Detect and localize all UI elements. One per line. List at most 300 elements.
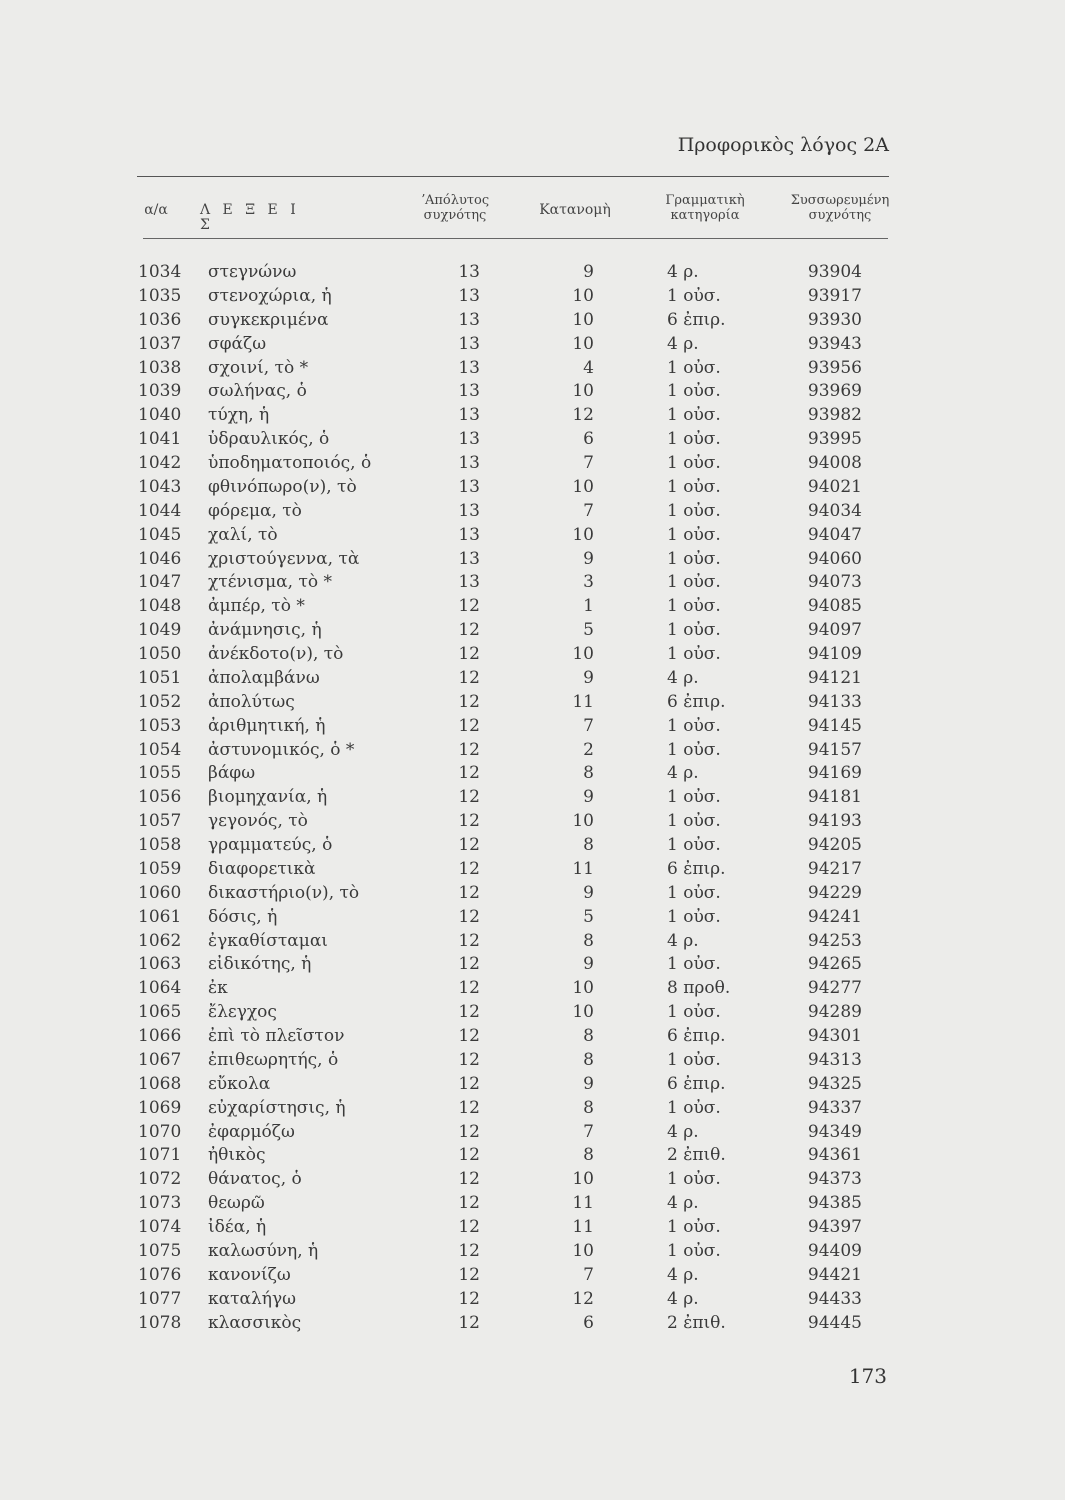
table-row (0, 859, 1065, 883)
row-rank: 10 (572, 978, 594, 999)
row-word: ἔλεγχος (208, 1002, 277, 1023)
column-header-absolute-frequency (400, 193, 510, 223)
row-absolute-frequency: 13 (458, 357, 480, 378)
row-grammatical-category: 4 ρ. (667, 763, 699, 784)
row-grammatical-category: 1 οὐσ. (667, 548, 721, 569)
row-word: ἐπὶ τὸ πλεῖστον (208, 1026, 345, 1046)
row-rank: 7 (583, 453, 594, 473)
row-grammatical-category: 1 οὐσ. (667, 572, 721, 593)
row-absolute-frequency: 12 (458, 858, 480, 879)
row-grammatical-category: 6 ἐπιρ. (667, 858, 726, 879)
row-word: καλωσύνη, ἡ (208, 1240, 319, 1261)
column-header-line: συχνότης (423, 208, 487, 223)
table-row (0, 405, 1065, 429)
table-row (0, 716, 1065, 740)
column-header-words: Λ Ε Ξ Ε Ι Σ (200, 202, 300, 233)
page-number: 173 (848, 1364, 887, 1388)
row-grammatical-category: 1 οὐσ. (667, 835, 721, 855)
row-index: 1076 (138, 1264, 182, 1285)
table-row (0, 286, 1065, 310)
row-rank: 6 (583, 1312, 594, 1333)
table-row (0, 1002, 1065, 1026)
row-absolute-frequency: 13 (458, 381, 480, 402)
row-grammatical-category: 4 ρ. (667, 262, 699, 282)
column-header-line: ʼΑπόλυτος (420, 193, 490, 208)
table-row (0, 381, 1065, 405)
row-cumulative-frequency: 94008 (807, 453, 862, 473)
row-word: εὔκολα (208, 1073, 271, 1094)
row-absolute-frequency: 12 (458, 1097, 480, 1118)
row-rank: 5 (583, 620, 594, 641)
row-rank: 10 (572, 476, 594, 497)
row-grammatical-category: 1 οὐσ. (667, 1240, 721, 1261)
row-cumulative-frequency: 94421 (807, 1264, 862, 1285)
row-index: 1072 (138, 1169, 182, 1190)
table-row (0, 1313, 1065, 1337)
row-cumulative-frequency: 93995 (807, 429, 862, 450)
row-cumulative-frequency: 93930 (807, 309, 862, 330)
row-grammatical-category: 8 προθ. (667, 978, 731, 999)
row-grammatical-category: 1 οὐσ. (667, 453, 721, 473)
table-row (0, 787, 1065, 811)
row-index: 1059 (138, 858, 182, 879)
row-word: γεγονός, τὸ (208, 811, 308, 832)
row-grammatical-category: 4 ρ. (667, 1288, 699, 1309)
row-rank: 11 (572, 691, 594, 712)
row-cumulative-frequency: 94277 (807, 978, 862, 999)
table-row (0, 429, 1065, 453)
row-index: 1070 (138, 1121, 182, 1142)
row-cumulative-frequency: 94169 (807, 763, 862, 784)
row-word: χριστούγεννα, τὰ (208, 548, 360, 569)
row-cumulative-frequency: 93956 (807, 357, 862, 378)
row-word: θάνατος, ὁ (208, 1169, 302, 1190)
row-absolute-frequency: 12 (458, 1002, 480, 1023)
header-rule-bottom (143, 238, 888, 239)
row-index: 1037 (138, 333, 182, 354)
row-word: γραμματεύς, ὁ (208, 835, 333, 855)
row-cumulative-frequency: 94301 (807, 1026, 862, 1046)
table-row (0, 835, 1065, 859)
row-grammatical-category: 1 οὐσ. (667, 954, 721, 975)
row-cumulative-frequency: 94205 (807, 835, 862, 855)
row-absolute-frequency: 13 (458, 548, 480, 569)
row-absolute-frequency: 13 (458, 262, 480, 282)
table-row (0, 811, 1065, 835)
row-grammatical-category: 1 οὐσ. (667, 596, 721, 617)
row-grammatical-category: 6 ἐπιρ. (667, 309, 726, 330)
row-rank: 9 (583, 787, 594, 808)
row-absolute-frequency: 12 (458, 1169, 480, 1190)
row-rank: 12 (572, 1288, 594, 1309)
table-row (0, 596, 1065, 620)
row-index: 1069 (138, 1097, 182, 1118)
column-header-line: κατηγορία (670, 208, 740, 223)
row-word: φθινόπωρο(ν), τὸ (208, 476, 357, 497)
row-absolute-frequency: 12 (458, 1288, 480, 1309)
row-grammatical-category: 2 ἐπιθ. (667, 1312, 726, 1333)
row-cumulative-frequency: 94133 (807, 691, 862, 712)
row-word: δικαστήριο(ν), τὸ (208, 882, 360, 903)
row-absolute-frequency: 12 (458, 835, 480, 855)
table-row (0, 692, 1065, 716)
column-header-line: συχνότης (808, 208, 872, 223)
table-row (0, 1241, 1065, 1265)
row-word: δόσις, ἡ (208, 906, 278, 927)
row-rank: 7 (583, 1121, 594, 1142)
table-row (0, 1289, 1065, 1313)
row-cumulative-frequency: 93917 (807, 285, 862, 306)
row-word: ἀπολύτως (208, 691, 295, 712)
row-index: 1052 (138, 691, 182, 712)
table-row (0, 1265, 1065, 1289)
row-rank: 10 (572, 1169, 594, 1190)
row-word: βιομηχανία, ἡ (208, 787, 328, 808)
row-rank: 9 (583, 882, 594, 903)
row-grammatical-category: 1 οὐσ. (667, 357, 721, 378)
column-header-line: Συσσωρευμένη (790, 193, 890, 208)
row-absolute-frequency: 12 (458, 954, 480, 975)
row-index: 1054 (138, 739, 182, 760)
row-absolute-frequency: 12 (458, 739, 480, 760)
row-rank: 7 (583, 1264, 594, 1285)
row-index: 1049 (138, 620, 182, 641)
row-grammatical-category: 4 ρ. (667, 1121, 699, 1142)
row-word: διαφορετικὰ (208, 858, 316, 879)
row-word: φόρεμα, τὸ (208, 500, 302, 521)
row-index: 1043 (138, 476, 182, 497)
row-rank: 2 (583, 739, 594, 760)
row-grammatical-category: 1 οὐσ. (667, 620, 721, 641)
row-index: 1047 (138, 572, 182, 593)
row-index: 1078 (138, 1312, 182, 1333)
row-rank: 8 (583, 1049, 594, 1070)
row-absolute-frequency: 12 (458, 1217, 480, 1237)
row-absolute-frequency: 12 (458, 715, 480, 736)
row-word: καταλήγω (208, 1288, 296, 1309)
row-grammatical-category: 1 οὐσ. (667, 882, 721, 903)
row-index: 1063 (138, 954, 182, 975)
row-absolute-frequency: 12 (458, 1193, 480, 1214)
row-grammatical-category: 1 οὐσ. (667, 906, 721, 927)
column-header-cumulative-frequency (780, 193, 900, 223)
table-row (0, 334, 1065, 358)
table-row (0, 763, 1065, 787)
row-index: 1050 (138, 644, 182, 664)
row-grammatical-category: 6 ἐπιρ. (667, 1026, 726, 1046)
row-cumulative-frequency: 94229 (807, 882, 862, 903)
row-rank: 10 (572, 524, 594, 545)
row-grammatical-category: 6 ἐπιρ. (667, 1073, 726, 1094)
table-row (0, 1074, 1065, 1098)
row-word: ἐγκαθίσταμαι (208, 930, 328, 951)
row-rank: 9 (583, 954, 594, 975)
table-row (0, 453, 1065, 477)
row-rank: 9 (583, 262, 594, 282)
row-index: 1077 (138, 1288, 182, 1309)
row-cumulative-frequency: 94361 (807, 1145, 862, 1166)
header-rule-top (137, 176, 889, 177)
table-row (0, 1217, 1065, 1241)
row-word: βάφω (208, 763, 256, 784)
row-cumulative-frequency: 94097 (807, 620, 862, 641)
table-row (0, 1026, 1065, 1050)
row-index: 1068 (138, 1073, 182, 1094)
row-grammatical-category: 1 οὐσ. (667, 787, 721, 808)
row-cumulative-frequency: 94349 (807, 1121, 862, 1142)
row-rank: 10 (572, 1240, 594, 1261)
frequency-table (0, 262, 1065, 1336)
row-rank: 10 (572, 333, 594, 354)
row-grammatical-category: 1 οὐσ. (667, 285, 721, 306)
row-word: εὐχαρίστησις, ἡ (208, 1097, 346, 1118)
row-grammatical-category: 1 οὐσ. (667, 381, 721, 402)
row-cumulative-frequency: 94313 (807, 1049, 862, 1070)
row-word: εἰδικότης, ἡ (208, 954, 312, 975)
row-rank: 10 (572, 285, 594, 306)
row-word: συγκεκριμένα (208, 309, 329, 330)
row-word: ἐκ (208, 978, 228, 999)
row-index: 1039 (138, 381, 182, 402)
row-absolute-frequency: 12 (458, 787, 480, 808)
row-index: 1035 (138, 285, 182, 306)
row-word: σωλήνας, ὁ (208, 381, 307, 402)
column-header-index: α/α (144, 202, 168, 218)
row-index: 1046 (138, 548, 182, 569)
row-absolute-frequency: 12 (458, 1121, 480, 1142)
row-grammatical-category: 1 οὐσ. (667, 644, 721, 664)
row-cumulative-frequency: 93982 (807, 405, 862, 426)
row-word: θεωρῶ (208, 1193, 265, 1214)
row-index: 1041 (138, 429, 182, 450)
row-rank: 8 (583, 835, 594, 855)
row-index: 1060 (138, 882, 182, 903)
table-row (0, 477, 1065, 501)
row-cumulative-frequency: 94145 (807, 715, 862, 736)
row-absolute-frequency: 13 (458, 333, 480, 354)
column-header-line: Γραμματικὴ (665, 193, 745, 208)
row-absolute-frequency: 12 (458, 978, 480, 999)
table-row (0, 1193, 1065, 1217)
table-row (0, 883, 1065, 907)
row-cumulative-frequency: 94047 (807, 524, 862, 545)
row-cumulative-frequency: 94109 (807, 644, 862, 664)
row-grammatical-category: 1 οὐσ. (667, 1217, 721, 1237)
row-index: 1056 (138, 787, 182, 808)
row-absolute-frequency: 12 (458, 1312, 480, 1333)
row-cumulative-frequency: 94265 (807, 954, 862, 975)
row-absolute-frequency: 12 (458, 906, 480, 927)
row-index: 1038 (138, 357, 182, 378)
table-row (0, 978, 1065, 1002)
row-absolute-frequency: 12 (458, 596, 480, 617)
row-grammatical-category: 4 ρ. (667, 930, 699, 951)
row-cumulative-frequency: 94241 (807, 906, 862, 927)
row-index: 1058 (138, 835, 182, 855)
row-index: 1042 (138, 453, 182, 473)
row-grammatical-category: 1 οὐσ. (667, 429, 721, 450)
row-grammatical-category: 1 οὐσ. (667, 1169, 721, 1190)
row-rank: 11 (572, 1217, 594, 1237)
row-rank: 7 (583, 500, 594, 521)
row-index: 1064 (138, 978, 182, 999)
row-index: 1048 (138, 596, 182, 617)
table-row (0, 907, 1065, 931)
row-cumulative-frequency: 94217 (807, 858, 862, 879)
column-header-rank: Κατανομὴ (539, 202, 611, 218)
row-cumulative-frequency: 94121 (807, 667, 862, 688)
row-word: ἀστυνομικός, ὁ * (208, 739, 355, 760)
row-grammatical-category: 4 ρ. (667, 667, 699, 688)
table-row (0, 572, 1065, 596)
row-absolute-frequency: 13 (458, 405, 480, 426)
row-grammatical-category: 1 οὐσ. (667, 500, 721, 521)
row-absolute-frequency: 13 (458, 285, 480, 306)
row-cumulative-frequency: 94325 (807, 1073, 862, 1094)
row-word: κλασσικὸς (208, 1312, 302, 1333)
row-index: 1062 (138, 930, 182, 951)
row-index: 1073 (138, 1193, 182, 1214)
row-absolute-frequency: 12 (458, 644, 480, 664)
row-rank: 8 (583, 763, 594, 784)
row-absolute-frequency: 13 (458, 572, 480, 593)
row-cumulative-frequency: 94337 (807, 1097, 862, 1118)
row-absolute-frequency: 12 (458, 1145, 480, 1166)
row-word: σφάζω (208, 333, 267, 354)
row-cumulative-frequency: 94445 (807, 1312, 862, 1333)
table-row (0, 1098, 1065, 1122)
row-index: 1057 (138, 811, 182, 832)
row-word: χτένισμα, τὸ * (208, 572, 332, 593)
row-index: 1053 (138, 715, 182, 736)
row-grammatical-category: 1 οὐσ. (667, 405, 721, 426)
row-index: 1075 (138, 1240, 182, 1261)
row-rank: 11 (572, 1193, 594, 1214)
row-word: ἠθικὸς (208, 1145, 266, 1166)
row-cumulative-frequency: 94034 (807, 500, 862, 521)
row-cumulative-frequency: 94181 (807, 787, 862, 808)
row-grammatical-category: 2 ἐπιθ. (667, 1145, 726, 1166)
row-grammatical-category: 1 οὐσ. (667, 739, 721, 760)
row-index: 1065 (138, 1002, 182, 1023)
row-cumulative-frequency: 94397 (807, 1217, 862, 1237)
row-word: στεγνώνω (208, 262, 297, 282)
row-word: ἀνέκδοτο(ν), τὸ (208, 644, 344, 664)
row-grammatical-category: 4 ρ. (667, 1193, 699, 1214)
row-index: 1040 (138, 405, 182, 426)
row-word: ὑποδηματοποιός, ὁ (208, 453, 372, 473)
row-index: 1034 (138, 262, 182, 282)
table-row (0, 668, 1065, 692)
row-absolute-frequency: 12 (458, 1240, 480, 1261)
row-rank: 9 (583, 548, 594, 569)
row-absolute-frequency: 12 (458, 1264, 480, 1285)
row-absolute-frequency: 13 (458, 500, 480, 521)
row-rank: 10 (572, 309, 594, 330)
row-rank: 10 (572, 811, 594, 832)
row-index: 1066 (138, 1026, 182, 1046)
row-cumulative-frequency: 93969 (807, 381, 862, 402)
row-rank: 4 (583, 357, 594, 378)
row-rank: 8 (583, 1145, 594, 1166)
row-absolute-frequency: 12 (458, 1026, 480, 1046)
row-grammatical-category: 4 ρ. (667, 333, 699, 354)
row-rank: 10 (572, 1002, 594, 1023)
row-rank: 8 (583, 1097, 594, 1118)
table-row (0, 1169, 1065, 1193)
row-index: 1074 (138, 1217, 182, 1237)
row-index: 1051 (138, 667, 182, 688)
row-index: 1045 (138, 524, 182, 545)
table-row (0, 549, 1065, 573)
row-word: ὑδραυλικός, ὁ (208, 429, 330, 450)
row-word: ἐπιθεωρητής, ὁ (208, 1049, 339, 1070)
row-rank: 12 (572, 405, 594, 426)
row-rank: 5 (583, 906, 594, 927)
table-row (0, 620, 1065, 644)
row-absolute-frequency: 12 (458, 1073, 480, 1094)
row-rank: 8 (583, 930, 594, 951)
row-word: χαλί, τὸ (208, 524, 278, 545)
row-index: 1071 (138, 1145, 182, 1166)
row-word: ἐφαρμόζω (208, 1121, 295, 1142)
row-word: ἰδέα, ἡ (208, 1217, 267, 1237)
row-absolute-frequency: 12 (458, 811, 480, 832)
table-row (0, 310, 1065, 334)
table-row (0, 358, 1065, 382)
table-row (0, 1050, 1065, 1074)
row-rank: 9 (583, 667, 594, 688)
column-header-grammatical-category (640, 193, 770, 223)
table-row (0, 1145, 1065, 1169)
row-rank: 10 (572, 381, 594, 402)
row-absolute-frequency: 13 (458, 309, 480, 330)
row-rank: 10 (572, 644, 594, 664)
table-row (0, 740, 1065, 764)
table-row (0, 262, 1065, 286)
row-rank: 9 (583, 1073, 594, 1094)
row-absolute-frequency: 13 (458, 429, 480, 450)
row-cumulative-frequency: 94085 (807, 596, 862, 617)
row-absolute-frequency: 13 (458, 524, 480, 545)
row-word: σχοινί, τὸ * (208, 357, 309, 378)
row-word: ἀνάμνησις, ἡ (208, 620, 322, 641)
row-cumulative-frequency: 94021 (807, 476, 862, 497)
table-row (0, 501, 1065, 525)
row-absolute-frequency: 13 (458, 476, 480, 497)
row-absolute-frequency: 12 (458, 930, 480, 951)
row-word: ἀπολαμβάνω (208, 667, 320, 688)
row-absolute-frequency: 12 (458, 1049, 480, 1070)
row-cumulative-frequency: 94060 (807, 548, 862, 569)
row-rank: 8 (583, 1026, 594, 1046)
row-rank: 11 (572, 858, 594, 879)
row-rank: 3 (583, 572, 594, 593)
row-absolute-frequency: 13 (458, 453, 480, 473)
row-grammatical-category: 1 οὐσ. (667, 811, 721, 832)
row-cumulative-frequency: 94253 (807, 930, 862, 951)
row-word: ἀμπέρ, τὸ * (208, 596, 305, 617)
row-absolute-frequency: 12 (458, 763, 480, 784)
row-cumulative-frequency: 94373 (807, 1169, 862, 1190)
row-index: 1067 (138, 1049, 182, 1070)
row-absolute-frequency: 12 (458, 882, 480, 903)
table-row (0, 931, 1065, 955)
table-row (0, 644, 1065, 668)
row-rank: 1 (583, 596, 594, 617)
row-grammatical-category: 1 οὐσ. (667, 715, 721, 736)
running-header: Προφορικὸς λόγος 2Α (677, 134, 889, 156)
